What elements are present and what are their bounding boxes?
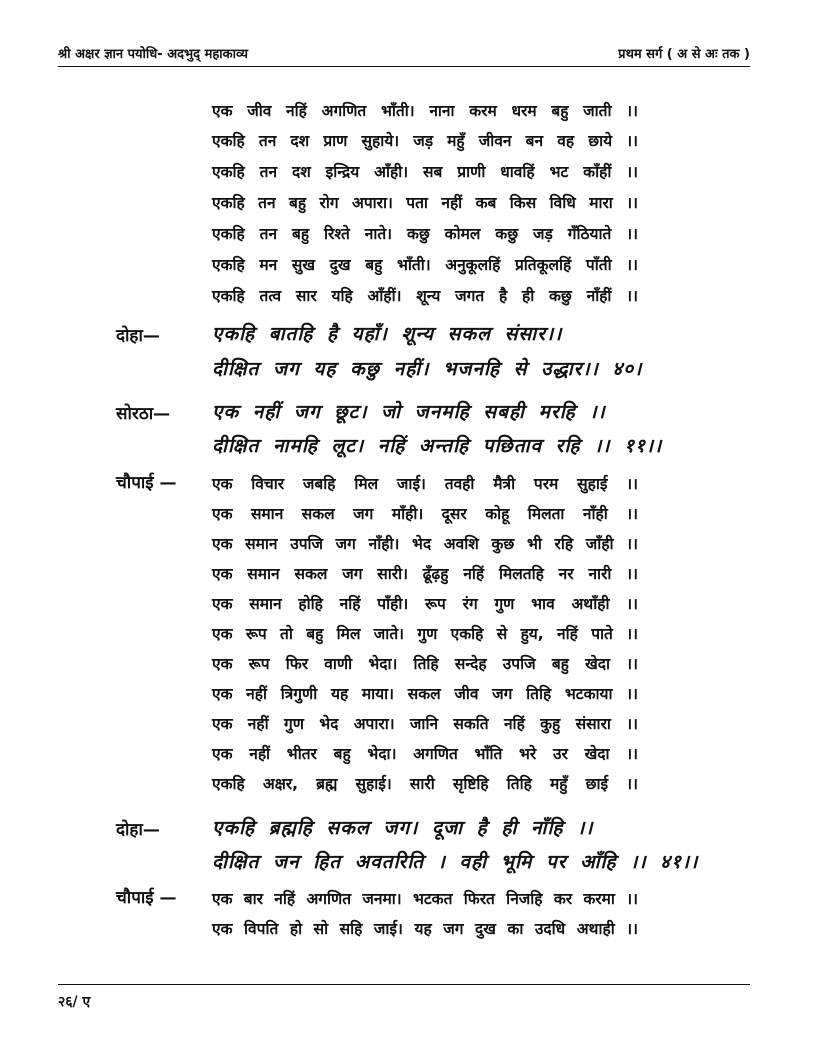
verse-line: एक बार नहिं अगणित जनमा। भटकत फिरत निजहि कर करमा ।। bbox=[212, 890, 638, 908]
verse-line: एक नहीं भीतर बहु भेदा। अगणित भाँति भरे उर खेदा ।। bbox=[212, 745, 638, 763]
doha-line: दीक्षित जन हित अवतरिति । वही भूमि पर आँहि ।। ४१।। bbox=[212, 851, 699, 873]
chaupai-label: चौपाई — bbox=[116, 888, 177, 908]
verse-line: एकहि तन दश प्राण सुहाये। जड़ महुँ जीवन बन वह छाये ।। bbox=[212, 132, 638, 150]
doha-label: दोहा— bbox=[116, 820, 160, 840]
verse-line: एकहि मन सुख दुख बहु भाँती। अनुकूलहिं प्रतिकूलहिं पाँती ।। bbox=[212, 256, 638, 274]
soratha-line: दीक्षित नामहि लूट। नहिं अन्तहि पछिताव रहि ।। ११।। bbox=[212, 435, 663, 457]
verse-line: एकहि तत्व सार यहि आँहीं। शून्य जगत है ही कछु नाँहीं ।। bbox=[212, 287, 638, 305]
verse-line: एक नहीं त्रिगुणी यह माया। सकल जीव जग तिहि भटकाया ।। bbox=[212, 685, 638, 703]
chapter-title: प्रथम सर्ग ( अ से अः तक ) bbox=[618, 47, 750, 62]
chaupai-label: चौपाई — bbox=[116, 473, 177, 493]
soratha-label: सोरठा— bbox=[116, 404, 171, 424]
verse-line: एक समान उपजि जग नाँही। भेद अवशि कुछ भी रहि जाँही ।। bbox=[212, 535, 638, 553]
soratha-line: एक नहीं जग छूट। जो जनमहि सबही मरहि ।। bbox=[212, 401, 606, 423]
verse-line: एक समान सकल जग माँही। दूसर कोहू मिलता नाँही ।। bbox=[212, 505, 638, 523]
verse-line: एक समान होहि नहिं पाँही। रूप रंग गुण भाव अथाँही ।। bbox=[212, 595, 638, 613]
verse-line: एक नहीं गुण भेद अपारा। जानि सकति नहिं कुहु संसारा ।। bbox=[212, 715, 638, 733]
verse-line: एकहि तन बहु रोग अपारा। पता नहीं कब किस विधि मारा ।। bbox=[212, 194, 638, 212]
verse-line: एकहि तन बहु रिश्ते नाते। कछु कोमल कछु जड़ गँठियाते ।। bbox=[212, 225, 638, 243]
doha-label: दोहा— bbox=[116, 326, 160, 346]
verse-line: एकहि तन दश इन्द्रिय आँही। सब प्राणी धावहिं भट काँहीं ।। bbox=[212, 163, 638, 181]
verse-line: एक रूप तो बहु मिल जाते। गुण एकहि से हुय, नहिं पाते ।। bbox=[212, 625, 638, 643]
verse-line: एकहि अक्षर, ब्रह्म सुहाई। सारी सृष्टिहि तिहि महुँ छाई ।। bbox=[212, 775, 638, 793]
page-number: २६/ ए bbox=[58, 994, 91, 1010]
book-title: श्री अक्षर ज्ञान पयोधि- अदभुद् महाकाव्य bbox=[58, 47, 248, 62]
verse-line: एक विपति हो सो सहि जाई। यह जग दुख का उदधि अथाही ।। bbox=[212, 920, 638, 938]
verse-line: एक रूप फिर वाणी भेदा। तिहि सन्देह उपजि बहु खेदा ।। bbox=[212, 655, 638, 673]
verse-line: एक जीव नहिं अगणित भाँती। नाना करम धरम बहु जाती ।। bbox=[212, 102, 638, 120]
doha-line: दीक्षित जग यह कछु नहीं। भजनहि से उद्धार।। ४०। bbox=[212, 358, 643, 380]
footer-divider bbox=[58, 984, 750, 985]
page-header bbox=[58, 40, 750, 67]
doha-line: एकहि ब्रह्महि सकल जग। दूजा है ही नाँहि ।। bbox=[212, 817, 594, 839]
doha-line: एकहि बातहि है यहाँ। शून्य सकल संसार।। bbox=[212, 323, 563, 345]
verse-line: एक विचार जबहि मिल जाई। तवही मैत्री परम सुहाई ।। bbox=[212, 475, 638, 493]
verse-line: एक समान सकल जग सारी। ढूँढ़हु नहिं मिलतहि नर नारी ।। bbox=[212, 565, 638, 583]
